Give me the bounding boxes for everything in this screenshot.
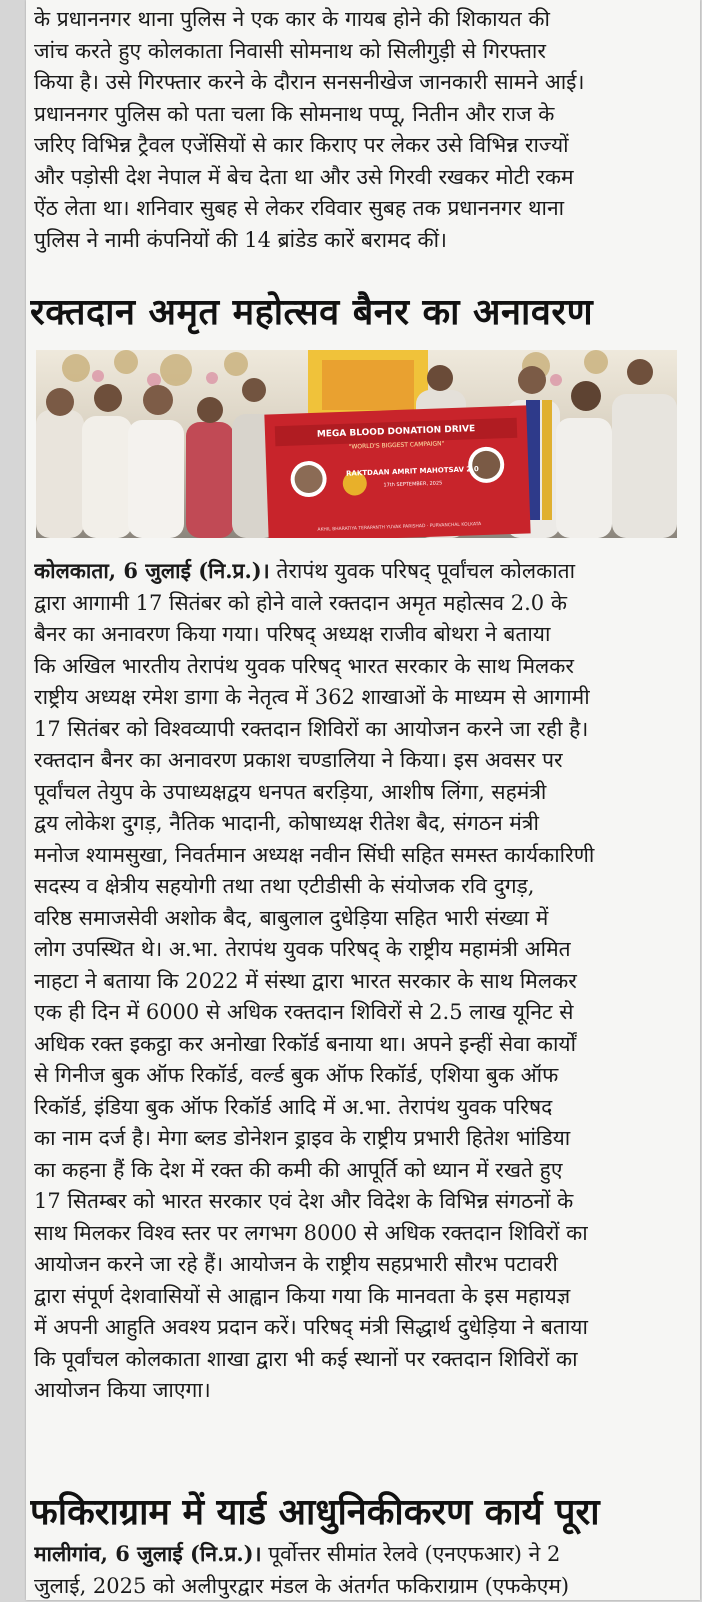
top-article-body xyxy=(34,4,678,256)
text-line: के प्रधाननगर थाना पुलिस ने एक कार के गायब होने की शिकायत की xyxy=(34,4,678,36)
text-line: 17 सितम्बर को भारत सरकार एवं देश और विदेश के विभिन्न संगठनों के xyxy=(34,1186,678,1218)
text-line: अधिक रक्त इकट्ठा कर अनोखा रिकॉर्ड बनाया था। अपने इन्हीं सेवा कार्यों xyxy=(34,1029,678,1061)
article-body xyxy=(34,1538,678,1602)
banner-event: RAKTDAAN AMRIT MAHOTSAV 2.0 xyxy=(346,465,479,478)
text-line: बैनर का अनावरण किया गया। परिषद् अध्यक्ष राजीव बोथरा ने बताया xyxy=(34,619,678,651)
text-line: रक्तदान बैनर का अनावरण प्रकाश चण्डालिया ने किया। इस अवसर पर xyxy=(34,745,678,777)
text-line: कि अखिल भारतीय तेरापंथ युवक परिषद् भारत सरकार के साथ मिलकर xyxy=(34,651,678,683)
text-line: साथ मिलकर विश्व स्तर पर लगभग 8000 से अधिक रक्तदान शिविरों का xyxy=(34,1218,678,1250)
text-line: द्वारा संपूर्ण देशवासियों से आह्वान किया गया कि मानवता के इस महायज्ञ xyxy=(34,1281,678,1313)
text-line: एक ही दिन में 6000 से अधिक रक्तदान शिविरों से 2.5 लाख यूनिट से xyxy=(34,997,678,1029)
text-line: प्रधाननगर पुलिस को पता चला कि सोमनाथ पप्पू, नितीन और राज के xyxy=(34,99,678,131)
text-line: कोलकाता, 6 जुलाई (नि.प्र.)। तेरापंथ युवक परिषद् पूर्वांचल कोलकाता xyxy=(34,555,678,588)
text-line: सदस्य व क्षेत्रीय सहयोगी तथा तथा एटीडीसी के संयोजक रवि दुगड़, xyxy=(34,871,678,903)
text-line: राष्ट्रीय अध्यक्ष रमेश डागा के नेतृत्व में 362 शाखाओं के माध्यम से आगामी xyxy=(34,682,678,714)
dateline: मालीगांव, 6 जुलाई (नि.प्र.)। xyxy=(34,1541,262,1566)
article-photo xyxy=(36,350,677,538)
banner-footer: AKHIL BHARATIYA TERAPANTH YUVAK PARISHAD · PURVANCHAL KOLKATA xyxy=(317,521,482,533)
text-line: पूर्वांचल तेयुप के उपाध्यक्षद्वय धनपत बरड़िया, आशीष लिंगा, सहमंत्री xyxy=(34,777,678,809)
text-line: ऐंठ लेता था। शनिवार सुबह से लेकर रविवार सुबह तक प्रधाननगर थाना xyxy=(34,193,678,225)
text-line: लोग उपस्थित थे। अ.भा. तेरापंथ युवक परिषद् के राष्ट्रीय महामंत्री अमित xyxy=(34,934,678,966)
text-line: मालीगांव, 6 जुलाई (नि.प्र.)। पूर्वोत्तर सीमांत रेलवे (एनएफआर) ने 2 xyxy=(34,1538,678,1571)
text-line: से गिनीज बुक ऑफ रिकॉर्ड, वर्ल्ड बुक ऑफ रिकॉर्ड, एशिया बुक ऑफ xyxy=(34,1060,678,1092)
text-line: जांच करते हुए कोलकाता निवासी सोमनाथ को सिलीगुड़ी से गिरफ्तार xyxy=(34,36,678,68)
text-line: किया है। उसे गिरफ्तार करने के दौरान सनसनीखेज जानकारी सामने आई। xyxy=(34,67,678,99)
banner-title: MEGA BLOOD DONATION DRIVE xyxy=(317,424,476,440)
text-line: कि पूर्वांचल कोलकाता शाखा द्वारा भी कई स्थानों पर रक्तदान शिविरों का xyxy=(34,1344,678,1376)
text-line: मनोज श्यामसुखा, निवर्तमान अध्यक्ष नवीन सिंघी सहित समस्त कार्यकारिणी xyxy=(34,840,678,872)
text-line: जुलाई, 2025 को अलीपुरद्वार मंडल के अंतर्गत फकिराग्राम (एफकेएम) xyxy=(34,1571,678,1602)
text-line: द्वारा आगामी 17 सितंबर को होने वाले रक्तदान अमृत महोत्सव 2.0 के xyxy=(34,588,678,620)
article-headline: फकिराग्राम में यार्ड आधुनिकीकरण कार्य पूरा xyxy=(30,1486,680,1535)
text-line: का नाम दर्ज है। मेगा ब्लड डोनेशन ड्राइव के राष्ट्रीय प्रभारी हितेश भांडिया xyxy=(34,1123,678,1155)
dateline: कोलकाता, 6 जुलाई (नि.प्र.)। xyxy=(34,558,270,583)
text-line: 17 सितंबर को विश्वव्यापी रक्तदान शिविरों का आयोजन करने जा रही है। xyxy=(34,714,678,746)
text-line: वरिष्ठ समाजसेवी अशोक बैद, बाबुलाल दुधेड़िया सहित भारी संख्या में xyxy=(34,903,678,935)
banner-date: 17th SEPTEMBER, 2025 xyxy=(383,480,442,488)
text-line: नाहटा ने बताया कि 2022 में संस्था द्वारा भारत सरकार के साथ मिलकर xyxy=(34,966,678,998)
text-line: का कहना हैं कि देश में रक्त की कमी की आपूर्ति को ध्यान में रखते हुए xyxy=(34,1155,678,1187)
banner-subtitle: "WORLD'S BIGGEST CAMPAIGN" xyxy=(349,440,445,450)
article-body xyxy=(34,555,678,1407)
text-line: और पड़ोसी देश नेपाल में बेच देता था और उसे गिरवी रखकर मोटी रकम xyxy=(34,162,678,194)
photo-illustration xyxy=(36,350,677,538)
text-line: द्वय लोकेश दुगड़, नैतिक भादानी, कोषाध्यक्ष रीतेश बैद, संगठन मंत्री xyxy=(34,808,678,840)
text-line: पुलिस ने नामी कंपनियों की 14 ब्रांडेड कारें बरामद कीं। xyxy=(34,225,678,257)
text-line: आयोजन करने जा रहे हैं। आयोजन के राष्ट्रीय सहप्रभारी सौरभ पटावरी xyxy=(34,1249,678,1281)
text-line: में अपनी आहुति अवश्य प्रदान करें। परिषद् मंत्री सिद्धार्थ दुधेड़िया ने बताया xyxy=(34,1312,678,1344)
text-line: रिकॉर्ड, इंडिया बुक ऑफ रिकॉर्ड आदि में अ.भा. तेरापंथ युवक परिषद xyxy=(34,1092,678,1124)
text-line: आयोजन किया जाएगा। xyxy=(34,1375,678,1407)
article-headline: रक्तदान अमृत महोत्सव बैनर का अनावरण xyxy=(30,286,680,335)
text-line: जरिए विभिन्न ट्रैवल एजेंसियों से कार किराए पर लेकर उसे विभिन्न राज्यों xyxy=(34,130,678,162)
